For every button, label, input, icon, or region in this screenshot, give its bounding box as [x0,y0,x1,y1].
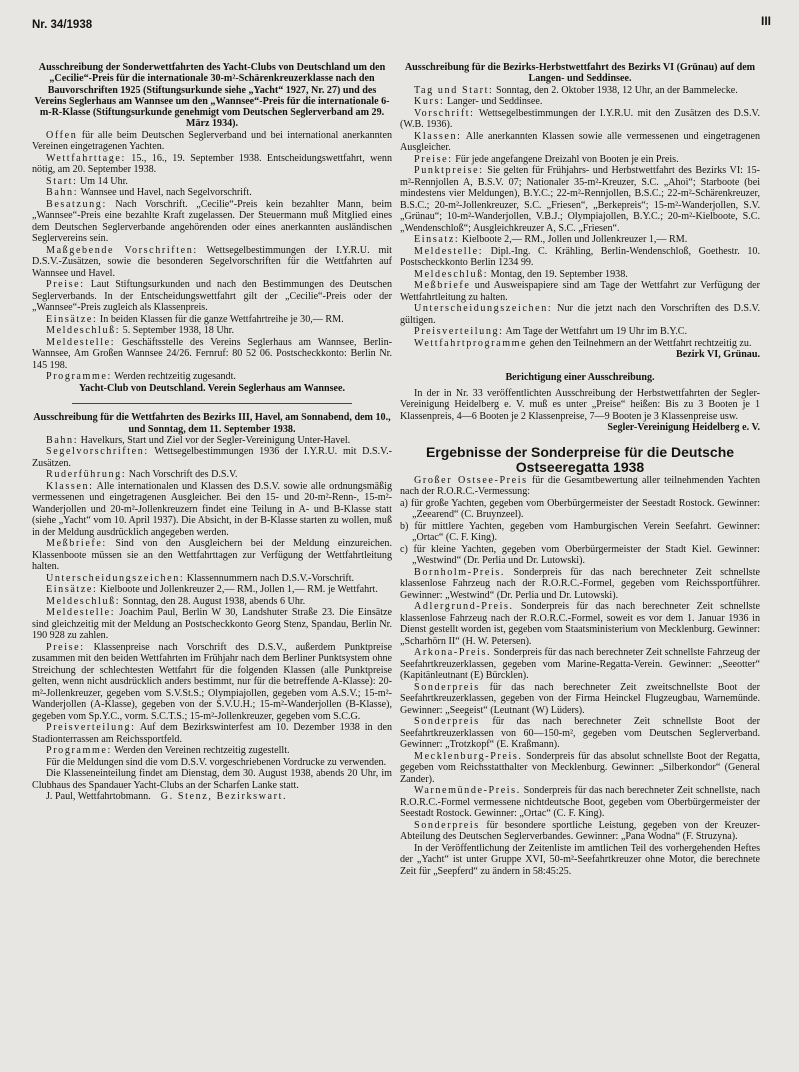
page-number: III [760,14,771,28]
signature-yacht-club: Yacht-Club von Deutschland. Verein Seglerhaus am Wannsee. [78,382,346,394]
paragraph: Unterscheidungszeichen: Klassennummern nach D.S.V.-Vorschrift. [46,572,355,584]
paragraph: Arkona-Preis. Sonderpreis für das nach berechneter Zeit schnellste Fahrzeug der Seefahrtkreuzerklassen, gegeben vom Marine-Regatta-Verein. Gewinner: „Seeotter“ (Kapitänleutnant (E) Bürcklen). [400,647,760,682]
paragraph: Adlergrund-Preis. Sonderpreis für das nach berechneter Zeit schnellste klassenlose Fahrzeug nach der R.O.R.C.-Formel, soweit es vor dem 1. Januar 1936 in Dienst gestellt worden ist, gegeben vom Staatsministerium von Mecklenburg. Gewinner: „Scharhörn II“ (H. W. Petersen). [400,601,760,647]
article-title-correction: Berichtigung einer Ausschreibung. [505,371,655,383]
paragraph: Preisverteilung: Auf dem Bezirkswinterfest am 10. Dezember 1938 in den Stadionterrassen am Reichssportfeld. [32,722,392,745]
paragraph: Einsatz: Kielboote 2,— RM., Jollen und Jollenkreuzer 1,— RM. [414,234,688,246]
right-column [400,62,760,877]
paragraph: Besatzung: Nach Vorschrift. „Cecilie“-Preis kein bezahlter Mann, beim „Wannsee“-Preis eine bezahlte Kraft zugelassen. Der Steuermann muß Mitglied eines dem Deutschen Seglerverbande angehörenden oder eines anerkannten ausländischen Seglervereins sein. [32,198,392,245]
article-title-bezirk-iii: Ausschreibung für die Wettfahrten des Bezirks III, Havel, am Sonnabend, dem 10., und Sonntag, dem 11. September 1938. [33,412,391,435]
paragraph: In der Veröffentlichung der Zeitenliste im amtlichen Teil des vorhergehenden Heftes der „Yacht“ ist unter Gruppe XVI, 50-m²-Seefahrtkreuzer ohne Motor, die berechnete Zeit für „Seepferd“ zu ändern in 58:45:25. [400,842,760,877]
paragraph: Sonderpreis für das nach berechneter Zeit zweitschnellste Boot der Seefahrtkreuzerklassen, gegeben von der Firma Heinckel Flugzeugbau, Warnemünde. Gewinner: „Seegeist“ (Leutnant (W) Lüders). [400,681,760,716]
paragraph: Ruderführung: Nach Vorschrift des D.S.V. [46,469,238,481]
paragraph: Kurs: Langer- und Seddinsee. [414,96,543,108]
paragraph: Preise: Klassenpreise nach Vorschrift des D.S.V., außerdem Punktpreise zusammen mit den beiden Wettfahrten im Frühjahr nach dem Berliner Punktsystem ohne Streichung der schlechtesten Wettfahrt für die folgenden Klassen (alle Punktpreise gelten, wenn nicht ausdrücklich anders bestimmt, nur für die betreffende A-Klasse): 20-m²-Jollenkreuzer, gegeben vom S.V.St.S.; Olympiajollen, gegeben vom A.S.V.; 15-m²-Wanderjollen (A-Klasse), gegeben von der S.V.U.H.; 15-m²-Wanderjollen (B-Klasse), gegeben vom Sp.Y.C., vorm. S.C.T.S.; 15-m²-Jollenkreuzer, gegeben vom S.C.G. [32,641,392,722]
paragraph: Programme: Werden den Vereinen rechtzeitig zugestellt. [46,745,290,757]
paragraph: Meldestelle: Dipl.-Ing. C. Krähling, Berlin-Wendenschloß, Goethestr. 10. Postscheckkonto Berlin 1234 99. [400,245,760,269]
paragraph: Bahn: Havelkurs, Start und Ziel vor der Segler-Vereinigung Unter-Havel. [46,434,351,446]
results-subtitle: Ostseeregatta 1938 [515,458,645,475]
left-column [32,62,392,803]
signature-bezirk-iii: J. Paul, Wettfahrtobmann. G. Stenz, Bezirkswart. [46,791,288,803]
issue-number: Nr. 34/1938 [32,19,93,31]
paragraph: Preisverteilung: Am Tage der Wettfahrt um 19 Uhr im B.Y.C. [414,326,688,338]
paragraph: Meldestelle: Geschäftsstelle des Vereins Seglerhaus am Wannsee, Berlin-Wannsee, Am Großen Wannsee 24/26. Fernruf: 80 52 06. Postscheckkonto: Berlin Nr. 145 198. [32,336,392,371]
paragraph: Start: Um 14 Uhr. [46,175,128,187]
list-item: c) für kleine Yachten, gegeben vom Oberbürgermeister der Stadt Kiel. Gewinner: „Westwind“ (Dr. Perlia und Dr. Lutowski). [400,543,760,567]
results-title: Ergebnisse der Sonderpreise für die Deutsche [425,443,735,460]
paragraph: Programme: Werden rechtzeitig zugesandt. [46,371,236,383]
paragraph: Wettfahrtprogramme gehen den Teilnehmern an der Wettfahrt rechtzeitig zu. [414,337,752,349]
paragraph: Sonderpreis für besondere sportliche Leistung, gegeben von der Kreuzer-Abteilung des Deutschen Seglerverbandes. Gewinner: „Pana Wodna“ (F. Struzyna). [400,819,760,843]
paragraph: Tag und Start: Sonntag, den 2. Oktober 1938, 12 Uhr, an der Bammelecke. [414,84,738,96]
paragraph: Bornholm-Preis. Sonderpreis für das nach berechneter Zeit schnellste klassenlose Fahrzeug nach der R.O.R.C.-Formel, gegeben vom Reichssportführer. Gewinner: „Westwind“ (Dr. Perlia und Dr. Lutowski). [400,566,760,601]
paragraph: Wettfahrttage: 15., 16., 19. September 1938. Entscheidungswettfahrt, wenn nötig, am 20. September 1938. [32,152,392,176]
paragraph: Sonderpreis für das nach berechneter Zeit schnellste Boot der Seefahrtkreuzerklassen von 60—150-m², gegeben vom Deutschen Seglerverband. Gewinner: „Trotzkopf“ (E. Kraßmann). [400,716,760,751]
paragraph: Punktpreise: Sie gelten für Frühjahrs- und Herbstwettfahrt des Bezirks VI: 15-m²-Rennjollen A, B.S.V. 07; Nationaler 35-m²-Kreuzer, S.C. „Ahoi“; Starboote (bei mindestens vier Meldungen), B.Y.C.; 22-m²-Rennjollen, B.S.C.; 22-m²-Schärenkreuzer, B.S.C.; 20-m²-Jollenkreuzer, S.C. „Friesen“, „Berkepreis“; 15-m²-Wanderjollen, S.V. „Grünau“; 10-m²-Wanderjollen, V.B.J.; Olympiajollen, B.Y.C.; 20-m²-Kielboote, S.C. „Wendenschloß“; Ausgleichkreuzer A, S.C. „Friesen“. [400,165,760,234]
divider [72,403,352,404]
paragraph: Einsätze: In beiden Klassen für die ganze Wettfahrtreihe je 30,— RM. [46,313,344,325]
paragraph: In der in Nr. 33 veröffentlichten Ausschreibung der Herbstwettfahrten der Segler-Vereinigung Heidelberg e. V. muß es unter „Preise“ heißen: Bis zu 3 Booten je 1 Klassenpreis, 4—6 Booten je 2 Klassenpreise, 7—9 Booten je 3 Klassenpreise usw. [400,387,760,422]
article-title-yacht-club: Ausschreibung der Sonderwettfahrten des Yacht-Clubs von Deutschland um den „Cecilie“-Preis für die internationale 30-m²-Schärenkreuzerklasse nach den Bauvorschriften 1925 (Stiftungsurkunde siehe „Yacht“ 1927, Nr. 27) und des Vereins Seglerhaus am Wannsee um den „Wannsee“-Preis für die internationale 6-m-R-Klasse (Stiftungsurkunde genehmigt vom Deutschen Seglerverband am 29. März 1934). [34,62,390,130]
paragraph: Klassen: Alle internationalen und Klassen des D.S.V. sowie alle ordnungsmäßig vermessenen und eingetragenen Ausgleicher. Bei den 15- und 20-m²-Renn-, 15-m²-Wanderjollen und 20-m²-Jollenkreuzern findet eine Teilung in A- und B-Klasse statt (siehe „Yacht“ vom 10. April 1937). Die Absicht, in der B-Klasse starten zu wollen, muß in der Meldung ausdrücklich angegeben werden. [32,480,392,538]
paragraph: Unterscheidungszeichen: Nur die jetzt nach den Vorschriften des D.S.V. gültigen. [400,303,760,326]
signature-heidelberg: Segler-Vereinigung Heidelberg e. V. [607,422,760,434]
paragraph: Offen für alle beim Deutschen Seglerverband und bei international anerkannten Vereinen eingetragenen Yachten. [32,129,392,153]
paragraph: Warnemünde-Preis. Sonderpreis für das nach berechneter Zeit schnellste, nach R.O.R.C.-Formel vermessene nichtdeutsche Boot, gegeben vom Oberbürgermeister der Seestadt Rostock. Gewinner: „Ortac“ (C. F. King). [400,785,760,820]
paragraph: Mecklenburg-Preis. Sonderpreis für das absolut schnellste Boot der Regatta, gegeben vom Reichsstatthalter von Mecklenburg. Gewinner: „Silberkondor“ (General Zander). [400,750,760,785]
article-title-bezirk-vi: Ausschreibung für die Bezirks-Herbstwettfahrt des Bezirks VI (Grünau) auf dem Langen- und Seddinsee. [404,62,756,85]
paragraph: Meldestelle: Joachim Paul, Berlin W 30, Landshuter Straße 23. Die Einsätze sind gleichzeitig mit der Meldung an Postscheckkonto Georg Stenz, Spandau, Berlin Nr. 190 928 zu zahlen. [32,607,392,642]
paragraph: Meldeschluß: Sonntag, den 28. August 1938, abends 6 Uhr. [46,595,306,607]
paragraph: Die Klasseneinteilung findet am Dienstag, dem 30. August 1938, abends 20 Uhr, im Clubhaus des Spandauer Yacht-Clubs an der Scharfen Lanke statt. [32,768,392,791]
paragraph: Maßgebende Vorschriften: Wettsegelbestimmungen der I.Y.R.U. mit D.S.V.-Zusätzen, sowie die besonderen Segelvorschriften für die Wettfahrten auf Wannsee und Havel. [32,244,392,279]
paragraph: Meßbriefe und Ausweispapiere sind am Tage der Wettfahrt zur Verfügung der Wettfahrtleitung zu halten. [400,280,760,303]
list-item: b) für mittlere Yachten, gegeben vom Hamburgischen Verein Seefahrt. Gewinner: „Ortac“ (C. F. King). [400,520,760,544]
paragraph: Vorschrift: Wettsegelbestimmungen der I.Y.R.U. mit den Zusätzen des D.S.V. (W.B. 1936). [400,107,760,131]
paragraph: Einsätze: Kielboote und Jollenkreuzer 2,— RM., Jollen 1,— RM. je Wettfahrt. [46,584,378,596]
paragraph: Großer Ostsee-Preis für die Gesamtbewertung aller teilnehmenden Yachten nach der R.O.R.C.-Vermessung: [400,474,760,498]
spacer [400,361,760,372]
paragraph: Für die Meldungen sind die vom D.S.V. vorgeschriebenen Vordrucke zu verwenden. [46,756,387,768]
list-item: a) für große Yachten, gegeben vom Oberbürgermeister der Seestadt Rostock. Gewinner: „Zeearend“ (C. Bruynzeel). [400,497,760,521]
signature-bezirk-vi: Bezirk VI, Grünau. [676,349,760,361]
page-header [26,14,773,36]
paragraph: Segelvorschriften: Wettsegelbestimmungen 1936 der I.Y.R.U. mit D.S.V.-Zusätzen. [32,446,392,469]
paragraph: Preise: Für jede angefangene Dreizahl von Booten je ein Preis. [414,153,679,165]
paragraph: Klassen: Alle anerkannten Klassen sowie alle vermessenen und eingetragenen Ausgleicher. [400,130,760,154]
paragraph: Bahn: Wannsee und Havel, nach Segelvorschrift. [46,187,252,199]
paragraph: Meßbriefe: Sind von den Ausgleichern bei der Meldung einzureichen. Klassenboote müssen sie an den Wettfahrttagen zur Verfügung der Wettfahrtleitung halten. [32,538,392,573]
paragraph: Preise: Laut Stiftungsurkunden und nach den Bestimmungen des Deutschen Seglerverbands. In der Entscheidungswettfahrt gilt der „Cecilie“-Preis oder der „Wannsee“-Preis zugleich als Klassenpreis. [32,279,392,314]
paragraph: Meldeschluß: 5. September 1938, 18 Uhr. [46,325,234,337]
paragraph: Meldeschluß: Montag, den 19. September 1938. [414,268,628,280]
